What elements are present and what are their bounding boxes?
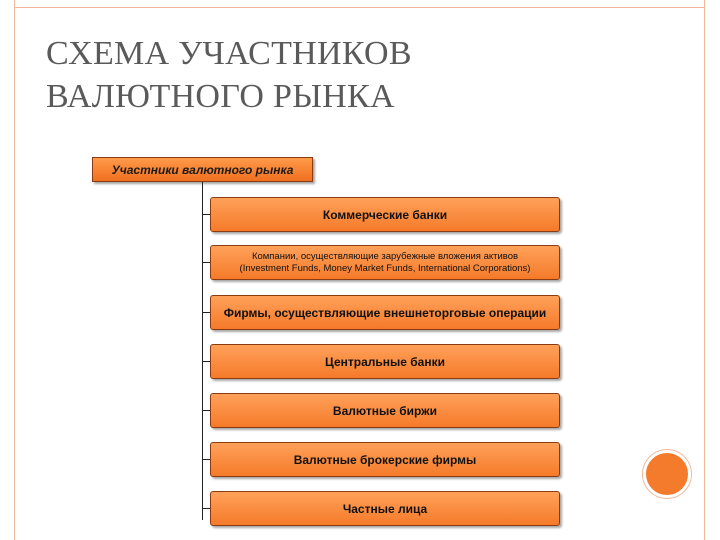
title-line-1: СХЕМА УЧАСТНИКОВ: [46, 35, 412, 72]
slide-frame-top: [14, 7, 705, 8]
node-label: Фирмы, осуществляющие внешнеторговые операции: [223, 305, 547, 320]
slide-title: [46, 32, 606, 118]
root-node: Участники валютного рынка: [92, 157, 313, 182]
node-currency-exchanges: [210, 393, 560, 428]
node-commercial-banks: [210, 197, 560, 232]
connector-trunk: [202, 182, 203, 520]
node-label: Валютные брокерские фирмы: [293, 452, 477, 467]
node-private-individuals: [210, 491, 560, 526]
node-sublabel: (Investment Funds, Money Market Funds, International Corporations): [239, 262, 531, 274]
title-line-2: ВАЛЮТНОГО РЫНКА: [46, 78, 395, 115]
node-investment-companies: [210, 245, 560, 280]
node-label: Коммерческие банки: [322, 207, 448, 222]
node-label: Валютные биржи: [332, 403, 438, 418]
node-label: Частные лица: [342, 501, 428, 516]
decorative-circle: [643, 450, 691, 498]
node-brokerage-firms: [210, 442, 560, 477]
node-label: Компании, осуществляющие зарубежные вложения активов: [251, 250, 519, 262]
node-trade-firms: [210, 295, 560, 330]
node-central-banks: [210, 344, 560, 379]
node-label: Центральные банки: [325, 354, 445, 369]
